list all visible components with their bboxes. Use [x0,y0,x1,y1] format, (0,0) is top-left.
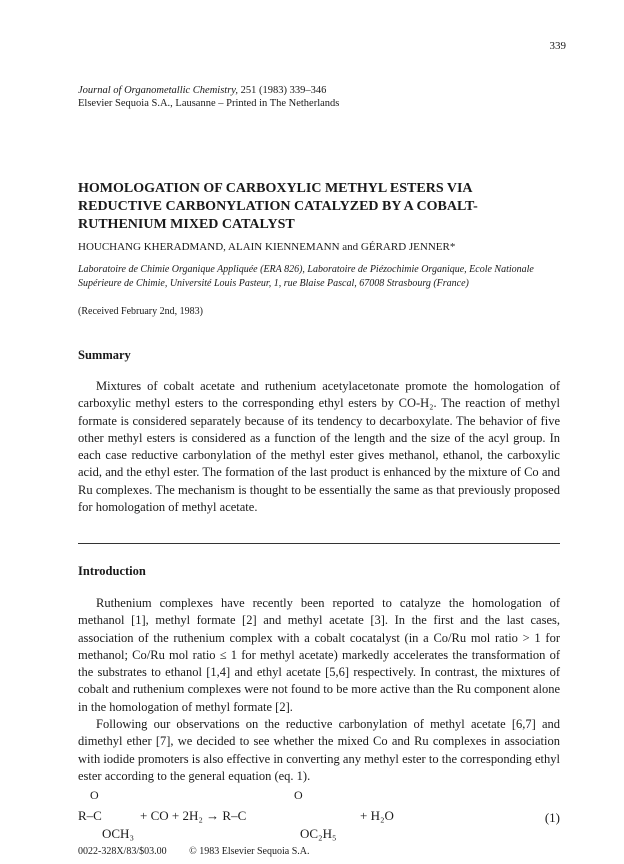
summary-text: Mixtures of cobalt acetate and ruthenium acetylacetonate promote the homologation of carboxylic methyl esters to the corresponding ethyl esters by CO-H₂. The reaction of methyl formate is considered separately because of its tendency to decarboxylate. The behavior of five other methyl esters is considered as a function of the length and the size of the acyl group. In each case reductive carbonylation of the methyl ester gives methanol, ethanol, the carboxylic acid, and the ethyl ester. The formation of the last product is enhanced by the mixture of Co and Ru complexes. The mechanism is thought to be essentially the same as that previously proposed for homologation of methyl acetate. [78,379,560,515]
equation-oxygen-2: O [294,788,303,802]
page-number: 339 [549,40,566,52]
footer [78,846,309,857]
journal-citation: 251 (1983) 339–346 [240,85,327,96]
introduction-paragraph-1: Ruthenium complexes have recently been reported to catalyze the homologation of methanol [1], methyl formate [2] and methyl acetate [3]. In the first and the last cases, association of the ruthenium complex with a cobalt cocatalyst (in a Co/Ru mol ratio > 1 for methanol; Co/Ru mol ratio ≤ 1 for methyl acetate) markedly accelerates the transformation of the substrates to ethanol [1,4] and ethyl acetate [5,6] respectively. In contrast, the mixtures of cobalt and ruthenium complexes were not found to be more active than the Ru component alone in the homologation of methyl formate [2]. [78,596,560,714]
received-date: (Received February 2nd, 1983) [78,306,203,317]
equation-number: (1) [544,810,560,825]
equation-product: + H₂O [360,808,394,823]
article-title: HOMOLOGATION OF CARBOXYLIC METHYL ESTERS VIA REDUCTIVE CARBONYLATION CATALYZED BY A COBALT-RUTHENIUM MIXED CATALYST [78,181,478,232]
introduction-text [78,595,560,785]
introduction-heading: Introduction [78,564,146,578]
footer-code: 0022-328X/83/$03.00 [78,846,167,857]
equation-oc2h5: OC₂H₅ [300,826,337,841]
journal-name: Journal of Organometallic Chemistry, [78,85,239,96]
affiliation: Laboratoire de Chimie Organique Appliquée (ERA 826), Laboratoire de Piézochimie Organique, Ecole Nationale Supérieure de Chimie, Université Louis Pasteur, 1, rue Blaise Pascal, 67008 Strasbourg (France) [78,264,534,289]
authors: HOUCHANG KHERADMAND, ALAIN KIENNEMANN and GÉRARD JENNER* [78,241,456,253]
footer-copyright: © 1983 Elsevier Sequoia S.A. [189,846,310,857]
section-divider [78,543,560,544]
equation-och3: OCH₃ [102,826,134,841]
introduction-paragraph-2: Following our observations on the reductive carbonylation of methyl acetate [6,7] and dimethyl ether [7], we decided to see whether the mixed Co and Ru complexes in association with iodide promoters is also effective in converting any methyl ester to the corresponding ethyl ester according to the general equation (eq. 1). [78,717,560,783]
chemical-equation [78,790,560,842]
equation-reactant-r: R–C [78,808,102,823]
journal-info [78,84,339,110]
publisher-line: Elsevier Sequoia S.A., Lausanne – Printed in The Netherlands [78,98,340,109]
equation-oxygen-1: O [90,788,99,802]
equation-middle: + CO + 2H₂ → R–C [140,808,247,823]
summary-heading: Summary [78,348,131,362]
